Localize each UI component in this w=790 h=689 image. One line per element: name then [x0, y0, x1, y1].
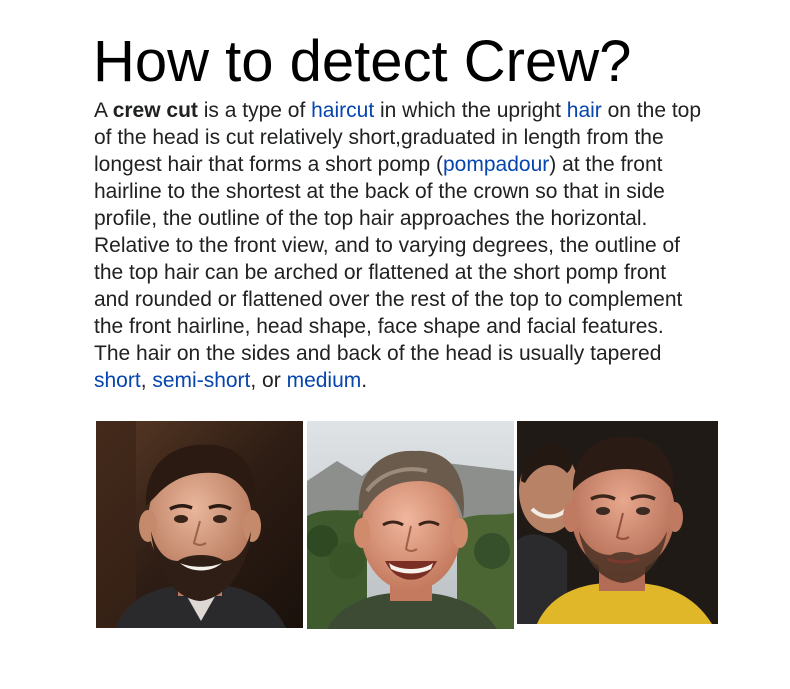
portrait-gray-haired-smiling-man-outdoors-icon — [307, 421, 514, 629]
text-segment: . — [361, 369, 368, 392]
portrait-crew-cut-man-yellow-shirt-icon — [517, 421, 718, 624]
text-segment: in which the upright — [374, 99, 567, 122]
text-segment: A — [94, 99, 113, 122]
article-paragraph — [94, 97, 704, 394]
page-title: How to detect Crew? — [93, 29, 632, 94]
text-segment: , — [140, 369, 153, 392]
text-segment: , or — [250, 369, 287, 392]
link-medium[interactable]: medium — [286, 369, 362, 392]
link-pompadour[interactable]: pompadour — [443, 153, 550, 176]
text-segment: on the top of the head is cut relatively short,graduated in length from the longest hair that forms a short pomp ( — [94, 99, 702, 176]
text-segment: ) at the front hairline to the shortest at the back of the crown so that in side profile, the outline of the top hair approaches the horizontal. Relative to the front view, and to varying degrees, the outline of the top hair can be arched or flattened at the short pomp front and rounded or flattened over the rest of the top to complement the front hairline, head shape, face shape and facial features. The hair on the sides and back of the head is usually tapered — [94, 153, 683, 365]
text-segment: is a type of — [197, 99, 312, 122]
photo-strip — [96, 421, 718, 629]
link-semi-short[interactable]: semi-short — [152, 369, 251, 392]
portrait-photo-1 — [96, 421, 303, 628]
link-hair[interactable]: hair — [566, 99, 602, 122]
portrait-bearded-smiling-man-icon — [96, 421, 303, 628]
link-short[interactable]: short — [94, 369, 141, 392]
portrait-photo-3 — [517, 421, 718, 624]
portrait-photo-2 — [307, 421, 514, 629]
link-haircut[interactable]: haircut — [311, 99, 375, 122]
term-crew-cut: crew cut — [112, 99, 198, 122]
